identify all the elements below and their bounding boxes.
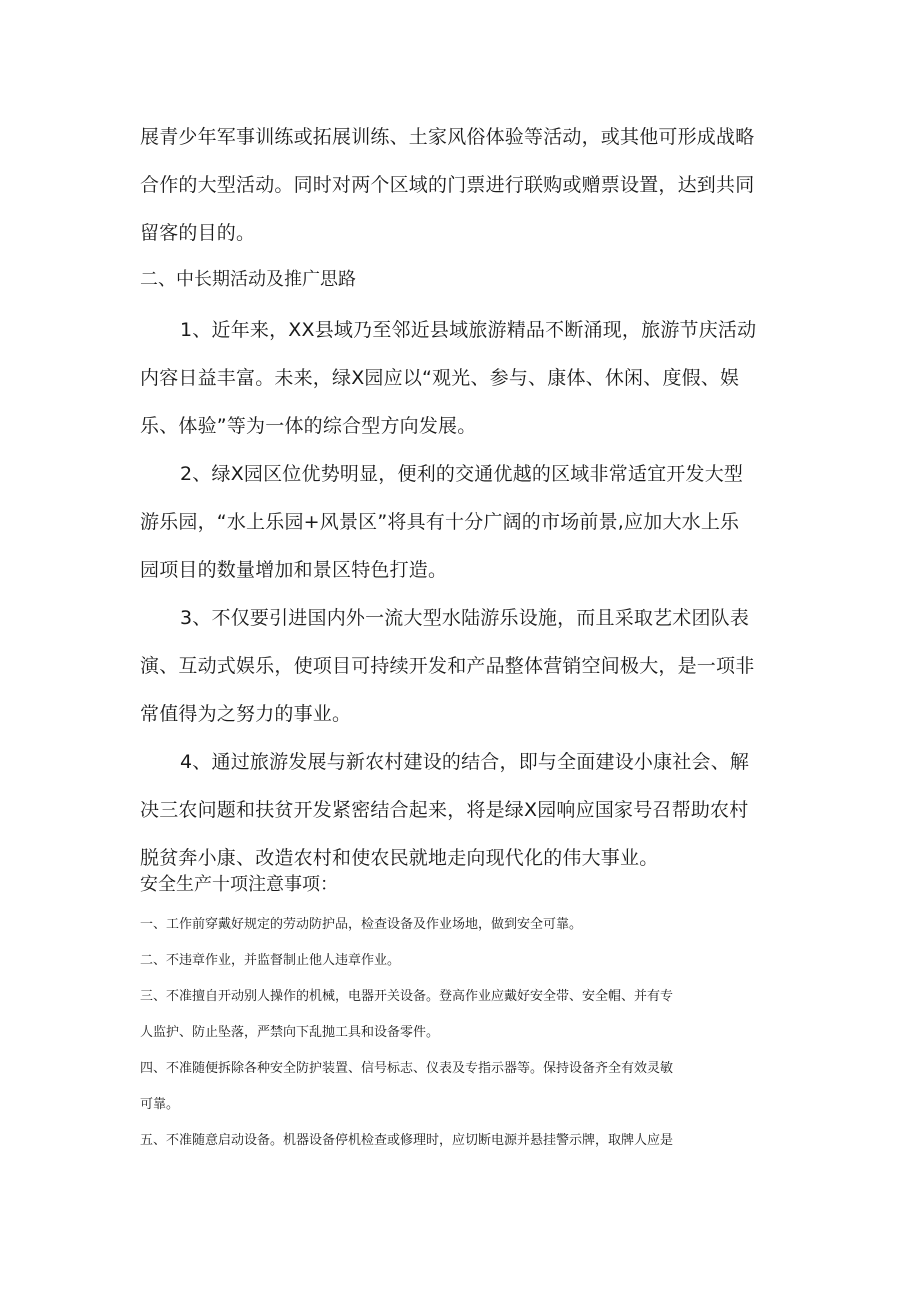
safety-title: 安全生产十项注意事项： bbox=[140, 874, 338, 895]
item-3-line: 3、不仅要引进国内外一流大型水陆游乐设施，而且采取艺术团队表 bbox=[180, 607, 750, 629]
item-4-line: 脱贫奔小康、改造农村和使农民就地走向现代化的伟大事业。 bbox=[140, 847, 659, 869]
safety-line: 四、不准随便拆除各种安全防护装置、信号标志、仪表及专指示器等。保持设备齐全有效灵敏 bbox=[140, 1061, 674, 1076]
intro-line: 留客的目的。 bbox=[140, 222, 256, 244]
section-heading: 二、中长期活动及推广思路 bbox=[140, 269, 356, 290]
item-4-line: 4、通过旅游发展与新农村建设的结合，即与全面建设小康社会、解 bbox=[180, 751, 750, 773]
safety-line: 五、不准随意启动设备。机器设备停机检查或修理时，应切断电源并悬挂警示牌，取牌人应是 bbox=[140, 1133, 674, 1148]
item-1-line: 乐、体验”等为一体的综合型方向发展。 bbox=[140, 415, 477, 437]
item-4-line: 决三农问题和扶贫开发紧密结合起来，将是绿X园响应国家号召帮助农村 bbox=[140, 799, 749, 821]
safety-line: 三、不准擅自开动别人操作的机械，电器开关设备。登高作业应戴好安全带、安全帽、并有专 bbox=[140, 989, 674, 1004]
item-2-line: 2、绿X园区位优势明显，便利的交通优越的区域非常适宜开发大型 bbox=[180, 463, 744, 485]
safety-line: 二、不违章作业，并监督制止他人违章作业。 bbox=[140, 953, 401, 968]
item-2-line: 游乐园，“水上乐园+风景区”将具有十分广阔的市场前景,应加大水上乐 bbox=[140, 511, 740, 533]
item-3-line: 演、互动式娱乐，使项目可持续开发和产品整体营销空间极大，是一项非 bbox=[140, 655, 755, 677]
intro-line: 合作的大型活动。同时对两个区域的门票进行联购或赠票设置，达到共同 bbox=[140, 174, 755, 196]
safety-line: 一、工作前穿戴好规定的劳动防护品，检查设备及作业场地，做到安全可靠。 bbox=[140, 917, 583, 932]
item-3-line: 常值得为之努力的事业。 bbox=[140, 703, 352, 725]
intro-line: 展青少年军事训练或拓展训练、土家风俗体验等活动，或其他可形成战略 bbox=[140, 126, 755, 148]
safety-line: 人监护、防止坠落，严禁向下乱抛工具和设备零件。 bbox=[140, 1025, 440, 1040]
safety-line: 可靠。 bbox=[140, 1097, 180, 1112]
item-2-line: 园项目的数量增加和景区特色打造。 bbox=[140, 559, 448, 581]
item-1-line: 1、近年来，XX县域乃至邻近县域旅游精品不断涌现，旅游节庆活动 bbox=[180, 319, 757, 341]
item-1-line: 内容日益丰富。未来，绿X园应以“观光、参与、康体、休闲、度假、娱 bbox=[140, 367, 740, 389]
